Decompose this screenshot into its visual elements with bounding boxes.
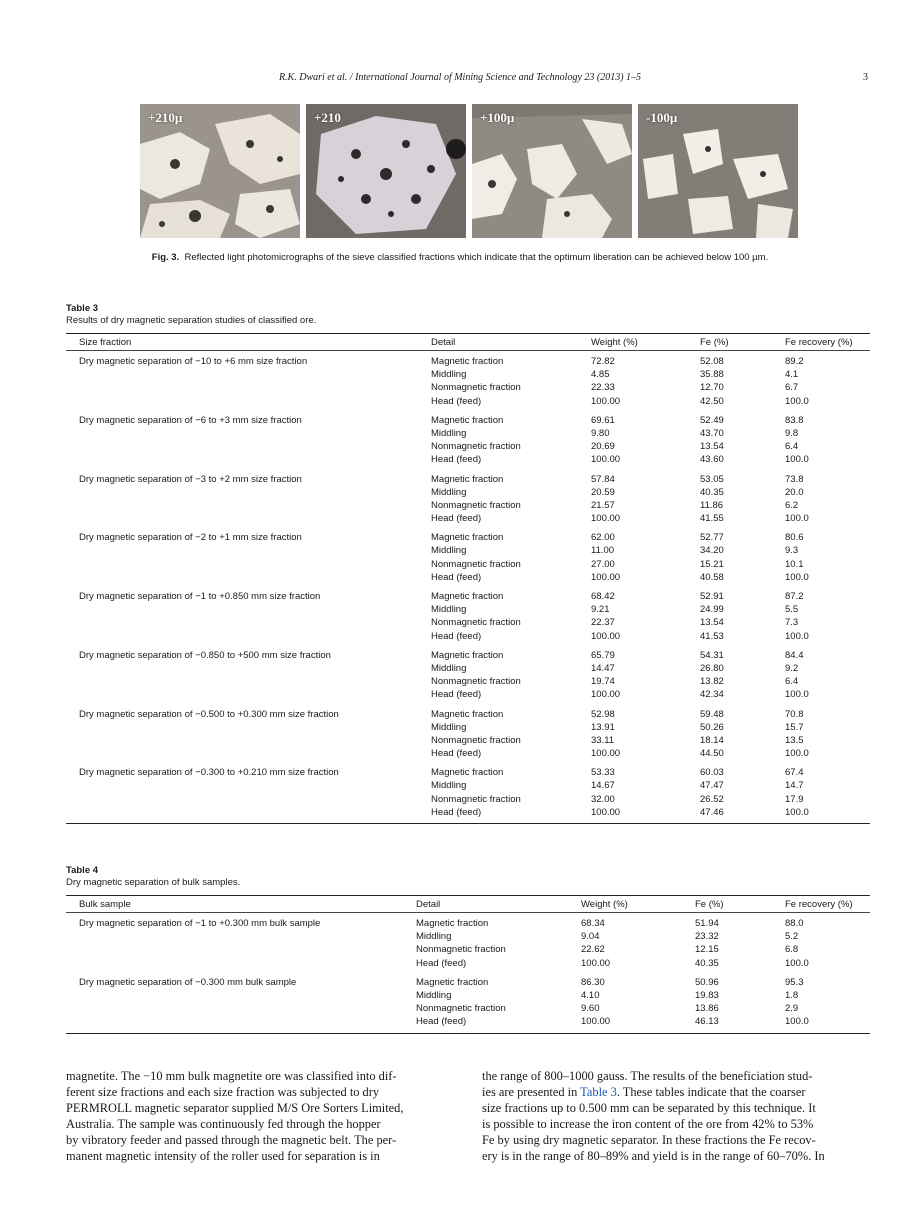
body-line: Australia. The sample was continuously fed through the hopper <box>66 1117 381 1132</box>
table-cell: 84.4 <box>785 649 804 661</box>
figure-3 <box>140 104 798 238</box>
column-header: Size fraction <box>79 337 132 348</box>
table-cell: 4.1 <box>785 369 799 381</box>
table-cell: 100.0 <box>785 1016 809 1028</box>
table-cell: 15.7 <box>785 721 804 733</box>
table-label: Table 4 <box>66 865 99 876</box>
table-cell: Head (feed) <box>431 806 482 818</box>
table-row <box>66 734 870 747</box>
micrograph-panel <box>638 104 798 238</box>
table-cell: 80.6 <box>785 532 804 544</box>
table-cell: 12.70 <box>700 382 724 394</box>
table-cell: Nonmagnetic fraction <box>431 558 521 570</box>
table-row-group <box>66 473 870 526</box>
table-cell: 23.32 <box>695 931 719 943</box>
table-cell: 6.2 <box>785 499 799 511</box>
table-header-row <box>66 896 870 913</box>
table-cell: 51.94 <box>695 918 719 929</box>
table-cell: 27.00 <box>591 558 615 570</box>
table-cell: 100.00 <box>591 571 621 583</box>
table-cell: 6.4 <box>785 441 799 453</box>
journal-citation: R.K. Dwari et al. / International Journal of Mining Science and Technology 23 (2013) 1–5 <box>278 72 642 83</box>
table-cell: Middling <box>431 780 467 792</box>
table-cell: 9.8 <box>785 427 799 439</box>
column-header: Fe recovery (%) <box>785 337 853 348</box>
table-label: Table 3 <box>66 303 99 314</box>
body-line: the range of 800–1000 gauss. The results of the beneficiation stud- <box>482 1069 813 1083</box>
table-row <box>66 571 870 584</box>
table-cell: 6.4 <box>785 676 799 688</box>
figure-caption-text: Reflected light photomicrographs of the sieve classified fractions which indicate that the optimum liberation can be achieved below 100 µm. <box>184 252 769 263</box>
group-name-cell: Dry magnetic separation of −1 to +0.300 mm bulk sample <box>79 918 321 929</box>
column-header: Weight (%) <box>581 899 628 910</box>
table-cell: 53.33 <box>591 767 615 779</box>
table-4 <box>66 865 870 1034</box>
table-cell: Nonmagnetic fraction <box>431 793 521 805</box>
table-cell: 15.21 <box>700 558 724 570</box>
group-name-cell: Dry magnetic separation of −0.850 to +500 mm size fraction <box>79 649 331 661</box>
table-cell: 47.46 <box>700 806 724 818</box>
table-cell: 22.62 <box>581 944 605 956</box>
table-cell: 5.5 <box>785 604 799 616</box>
table-cell: Middling <box>431 721 467 733</box>
table-cell: 44.50 <box>700 748 724 760</box>
body-line: by vibratory feeder and passed through the magnetic belt. The per- <box>66 1133 397 1148</box>
table-3 <box>66 303 870 824</box>
table-cell: 59.48 <box>700 708 724 720</box>
table-cell: 26.80 <box>700 662 724 674</box>
body-column-left <box>66 1068 454 1165</box>
table-cell: Middling <box>431 369 467 381</box>
table-cell: 20.59 <box>591 486 615 498</box>
table-cell: 100.00 <box>591 806 621 818</box>
table-cell: 87.2 <box>785 591 804 602</box>
table-cell: Nonmagnetic fraction <box>431 382 521 394</box>
table-cell: 12.15 <box>695 944 719 956</box>
table-cell: 6.8 <box>785 944 799 956</box>
table-cell: 7.3 <box>785 617 799 629</box>
table-cell: 35.88 <box>700 369 724 381</box>
table-cell: Middling <box>431 486 467 498</box>
micrograph-panel <box>140 104 300 238</box>
table-cell: 100.0 <box>785 513 809 525</box>
table-row <box>66 1015 870 1028</box>
table-cell: 13.82 <box>700 676 724 688</box>
table-cell: 57.84 <box>591 473 615 485</box>
column-header: Fe recovery (%) <box>785 899 853 910</box>
body-text-fragment: . These tables indicate that the coarser <box>616 1085 806 1100</box>
table-cell: Middling <box>431 427 467 439</box>
table-row <box>66 544 870 557</box>
table-cell: 11.00 <box>591 545 615 557</box>
table-cell: 40.35 <box>695 957 719 969</box>
table-cell: Magnetic fraction <box>431 708 504 720</box>
group-name-cell: Dry magnetic separation of −1 to +0.850 mm size fraction <box>79 591 321 602</box>
table-cell: 53.05 <box>700 473 724 485</box>
table-cell: 100.00 <box>581 957 611 969</box>
table-cell: Magnetic fraction <box>431 649 504 661</box>
table-cell: 100.0 <box>785 630 809 642</box>
table-cell: 19.83 <box>695 989 719 1001</box>
group-name-cell: Dry magnetic separation of −0.300 mm bulk sample <box>79 976 297 988</box>
table-cell: Nonmagnetic fraction <box>416 944 506 956</box>
table-cell: 52.98 <box>591 708 615 720</box>
table-cell: 100.0 <box>785 454 809 466</box>
table-cell: 62.00 <box>591 532 615 544</box>
table-cell: Head (feed) <box>431 395 482 407</box>
table-cell: Magnetic fraction <box>431 532 504 544</box>
table-cell: 9.2 <box>785 662 799 674</box>
table-cell: 21.57 <box>591 499 615 511</box>
column-header: Detail <box>431 337 456 348</box>
table-cell: Middling <box>431 604 467 616</box>
table-row <box>66 943 870 956</box>
table-cell: 20.69 <box>591 441 615 453</box>
table-cell: 72.82 <box>591 356 615 367</box>
table-cell: Head (feed) <box>431 630 482 642</box>
table-cell: 68.42 <box>591 591 615 602</box>
table-cell: 100.0 <box>785 806 809 818</box>
table-cell: 13.54 <box>700 617 724 629</box>
table-row <box>66 630 870 643</box>
table-row <box>66 558 870 571</box>
table-cell: 4.10 <box>581 989 600 1001</box>
table-cell: 100.00 <box>591 454 621 466</box>
table-row <box>66 427 870 440</box>
table-cell: Magnetic fraction <box>431 473 504 485</box>
table-cell: 86.30 <box>581 976 605 988</box>
table-cell: 13.5 <box>785 734 804 746</box>
table-cell: Nonmagnetic fraction <box>431 441 521 453</box>
table-cell: 52.49 <box>700 414 724 426</box>
table-row <box>66 793 870 806</box>
table-row-group <box>66 355 870 408</box>
table-row <box>66 395 870 408</box>
table-cell: Nonmagnetic fraction <box>431 734 521 746</box>
table-cell: 19.74 <box>591 676 615 688</box>
micrograph-panel <box>306 104 466 238</box>
table-cell: 100.0 <box>785 571 809 583</box>
size-label: -100µ <box>646 110 678 125</box>
table-cell: 24.99 <box>700 604 724 616</box>
table-cell: 52.08 <box>700 356 724 367</box>
table-row <box>66 499 870 512</box>
table-cell: 100.00 <box>581 1016 611 1028</box>
column-header: Fe (%) <box>695 899 724 910</box>
table-cell: Nonmagnetic fraction <box>431 499 521 511</box>
body-line <box>482 1084 870 1100</box>
table-row <box>66 917 870 930</box>
group-name-cell: Dry magnetic separation of −3 to +2 mm size fraction <box>79 473 302 485</box>
table-cell: 67.4 <box>785 767 804 779</box>
table-cell: 100.0 <box>785 689 809 701</box>
table-cell: Nonmagnetic fraction <box>431 617 521 629</box>
table-row <box>66 688 870 701</box>
table-cell: 14.67 <box>591 780 615 792</box>
table-cell: Middling <box>416 989 452 1001</box>
table-cell: 60.03 <box>700 767 724 779</box>
column-header: Weight (%) <box>591 337 638 348</box>
table-row <box>66 989 870 1002</box>
table-cell: Middling <box>431 662 467 674</box>
table-row <box>66 590 870 603</box>
table-row <box>66 930 870 943</box>
column-header: Detail <box>416 899 441 910</box>
table-row <box>66 486 870 499</box>
group-name-cell: Dry magnetic separation of −10 to +6 mm size fraction <box>79 356 308 367</box>
table-body <box>66 355 870 819</box>
group-name-cell: Dry magnetic separation of −2 to +1 mm size fraction <box>79 532 302 544</box>
table-cell: 42.50 <box>700 395 724 407</box>
table-cell: Nonmagnetic fraction <box>431 676 521 688</box>
body-line: magnetite. The −10 mm bulk magnetite ore was classified into dif- <box>66 1069 397 1083</box>
body-line: ferent size fractions and each size fraction was subjected to dry <box>66 1085 380 1100</box>
table-row-group <box>66 708 870 761</box>
table-cell: 50.26 <box>700 721 724 733</box>
table-cell: 100.00 <box>591 395 621 407</box>
table-row <box>66 708 870 721</box>
table-row <box>66 531 870 544</box>
table-cell: 100.0 <box>785 748 809 760</box>
table-cell: 20.0 <box>785 486 804 498</box>
table-cell: 40.58 <box>700 571 724 583</box>
table-cell: 100.00 <box>591 689 621 701</box>
table-body <box>66 917 870 1029</box>
table-cell: Head (feed) <box>431 748 482 760</box>
table-cell: 9.04 <box>581 931 600 943</box>
table-row-group <box>66 766 870 819</box>
body-line: ery is in the range of 80–89% and yield is in the range of 60–70%. In <box>482 1149 825 1164</box>
table-cell: 14.7 <box>785 780 804 792</box>
table-cell: 50.96 <box>695 976 719 988</box>
table-cell: 5.2 <box>785 931 799 943</box>
size-label: +210µ <box>148 110 183 125</box>
table-caption: Dry magnetic separation of bulk samples. <box>66 877 241 888</box>
table-cell: 70.8 <box>785 708 804 720</box>
table-row <box>66 512 870 525</box>
table-cell: 10.1 <box>785 558 804 570</box>
table-cell: 34.20 <box>700 545 724 557</box>
table-row-group <box>66 649 870 702</box>
page-number: 3 <box>863 72 868 83</box>
body-column-right <box>482 1068 870 1165</box>
table-row <box>66 453 870 466</box>
table-cell: Head (feed) <box>416 957 467 969</box>
table-cell: 83.8 <box>785 414 804 426</box>
table-cell: 22.37 <box>591 617 615 629</box>
table-row-group <box>66 531 870 584</box>
table-cell: Head (feed) <box>431 454 482 466</box>
table-row-group <box>66 917 870 970</box>
table-cell: 4.85 <box>591 369 610 381</box>
table-cell: 11.86 <box>700 499 724 511</box>
table-cell: 43.60 <box>700 454 724 466</box>
table-cell: 40.35 <box>700 486 724 498</box>
table-cell: 46.13 <box>695 1016 719 1028</box>
table-3-link[interactable]: Table 3 <box>580 1085 617 1100</box>
table-cell: 52.77 <box>700 532 724 544</box>
body-line: size fractions up to 0.500 mm can be separated by this technique. It <box>482 1101 816 1116</box>
table-row <box>66 414 870 427</box>
table-cell: 1.8 <box>785 989 799 1001</box>
table-cell: 69.61 <box>591 414 615 426</box>
table-row <box>66 355 870 368</box>
table-cell: 42.34 <box>700 689 724 701</box>
size-label: +100µ <box>480 110 515 125</box>
table-cell: 89.2 <box>785 356 804 367</box>
table-cell: 100.0 <box>785 395 809 407</box>
table-cell: Magnetic fraction <box>431 414 504 426</box>
table-cell: Nonmagnetic fraction <box>416 1003 506 1015</box>
body-line: manent magnetic intensity of the roller used for separation is in <box>66 1149 380 1164</box>
group-name-cell: Dry magnetic separation of −0.500 to +0.300 mm size fraction <box>79 708 339 720</box>
table-cell: 13.54 <box>700 441 724 453</box>
table-cell: 33.11 <box>591 734 615 746</box>
table-cell: Head (feed) <box>431 513 482 525</box>
body-line: PERMROLL magnetic separator supplied M/S Ore Sorters Limited, <box>66 1101 404 1116</box>
table-cell: 13.86 <box>695 1003 719 1015</box>
size-label: +210 <box>314 110 341 125</box>
table-row <box>66 381 870 394</box>
table-cell: 2.9 <box>785 1003 799 1015</box>
table-cell: 100.00 <box>591 513 621 525</box>
table-cell: 18.14 <box>700 734 724 746</box>
table-cell: 17.9 <box>785 793 804 805</box>
table-row <box>66 976 870 989</box>
table-cell: 9.80 <box>591 427 610 439</box>
table-row-group <box>66 590 870 643</box>
table-cell: 88.0 <box>785 918 804 929</box>
table-row <box>66 649 870 662</box>
body-text-fragment: ies are presented in <box>482 1085 581 1100</box>
table-header-row <box>66 334 870 351</box>
table-cell: 52.91 <box>700 591 724 602</box>
table-cell: Head (feed) <box>416 1016 467 1028</box>
table-cell: 13.91 <box>591 721 615 733</box>
table-row <box>66 662 870 675</box>
table-cell: Head (feed) <box>431 689 482 701</box>
table-cell: Middling <box>416 931 452 943</box>
table-cell: 73.8 <box>785 473 804 485</box>
table-cell: Magnetic fraction <box>416 918 489 929</box>
group-name-cell: Dry magnetic separation of −0.300 to +0.210 mm size fraction <box>79 767 339 779</box>
table-cell: 6.7 <box>785 382 799 394</box>
table-row <box>66 603 870 616</box>
table-row <box>66 616 870 629</box>
table-row <box>66 806 870 819</box>
table-cell: 26.52 <box>700 793 724 805</box>
table-row <box>66 675 870 688</box>
table-row <box>66 368 870 381</box>
table-row <box>66 747 870 760</box>
table-cell: Middling <box>431 545 467 557</box>
table-cell: Magnetic fraction <box>431 356 504 367</box>
table-cell: 22.33 <box>591 382 615 394</box>
group-name-cell: Dry magnetic separation of −6 to +3 mm size fraction <box>79 414 302 426</box>
table-cell: 100.0 <box>785 957 809 969</box>
table-cell: Head (feed) <box>431 571 482 583</box>
table-cell: 32.00 <box>591 793 615 805</box>
figure-caption <box>0 252 920 263</box>
column-header: Fe (%) <box>700 337 729 348</box>
table-row-group <box>66 414 870 467</box>
body-line: is possible to increase the iron content of the ore from 42% to 53% <box>482 1117 814 1132</box>
table-cell: 65.79 <box>591 649 615 661</box>
table-row <box>66 721 870 734</box>
table-cell: 9.3 <box>785 545 799 557</box>
table-row <box>66 473 870 486</box>
table-cell: 14.47 <box>591 662 615 674</box>
table-cell: 47.47 <box>700 780 724 792</box>
table-cell: Magnetic fraction <box>431 591 504 602</box>
table-cell: 100.00 <box>591 748 621 760</box>
table-cell: 68.34 <box>581 918 605 929</box>
body-line: Fe by using dry magnetic separator. In these fractions the Fe recov- <box>482 1133 816 1148</box>
table-cell: Magnetic fraction <box>431 767 504 779</box>
table-cell: 41.53 <box>700 630 724 642</box>
table-cell: 100.00 <box>591 630 621 642</box>
column-header: Bulk sample <box>79 899 131 910</box>
table-cell: 95.3 <box>785 976 804 988</box>
table-row <box>66 957 870 970</box>
table-cell: 9.21 <box>591 604 610 616</box>
table-cell: 41.55 <box>700 513 724 525</box>
table-row <box>66 779 870 792</box>
table-caption: Results of dry magnetic separation studies of classified ore. <box>66 315 317 326</box>
table-cell: Magnetic fraction <box>416 976 489 988</box>
table-row <box>66 766 870 779</box>
table-cell: 9.60 <box>581 1003 600 1015</box>
table-cell: 43.70 <box>700 427 724 439</box>
table-row <box>66 440 870 453</box>
table-cell: 54.31 <box>700 649 724 661</box>
table-row <box>66 1002 870 1015</box>
figure-label: Fig. 3. <box>151 252 180 263</box>
table-row-group <box>66 976 870 1029</box>
micrograph-panel <box>472 104 632 238</box>
running-header <box>0 72 920 86</box>
